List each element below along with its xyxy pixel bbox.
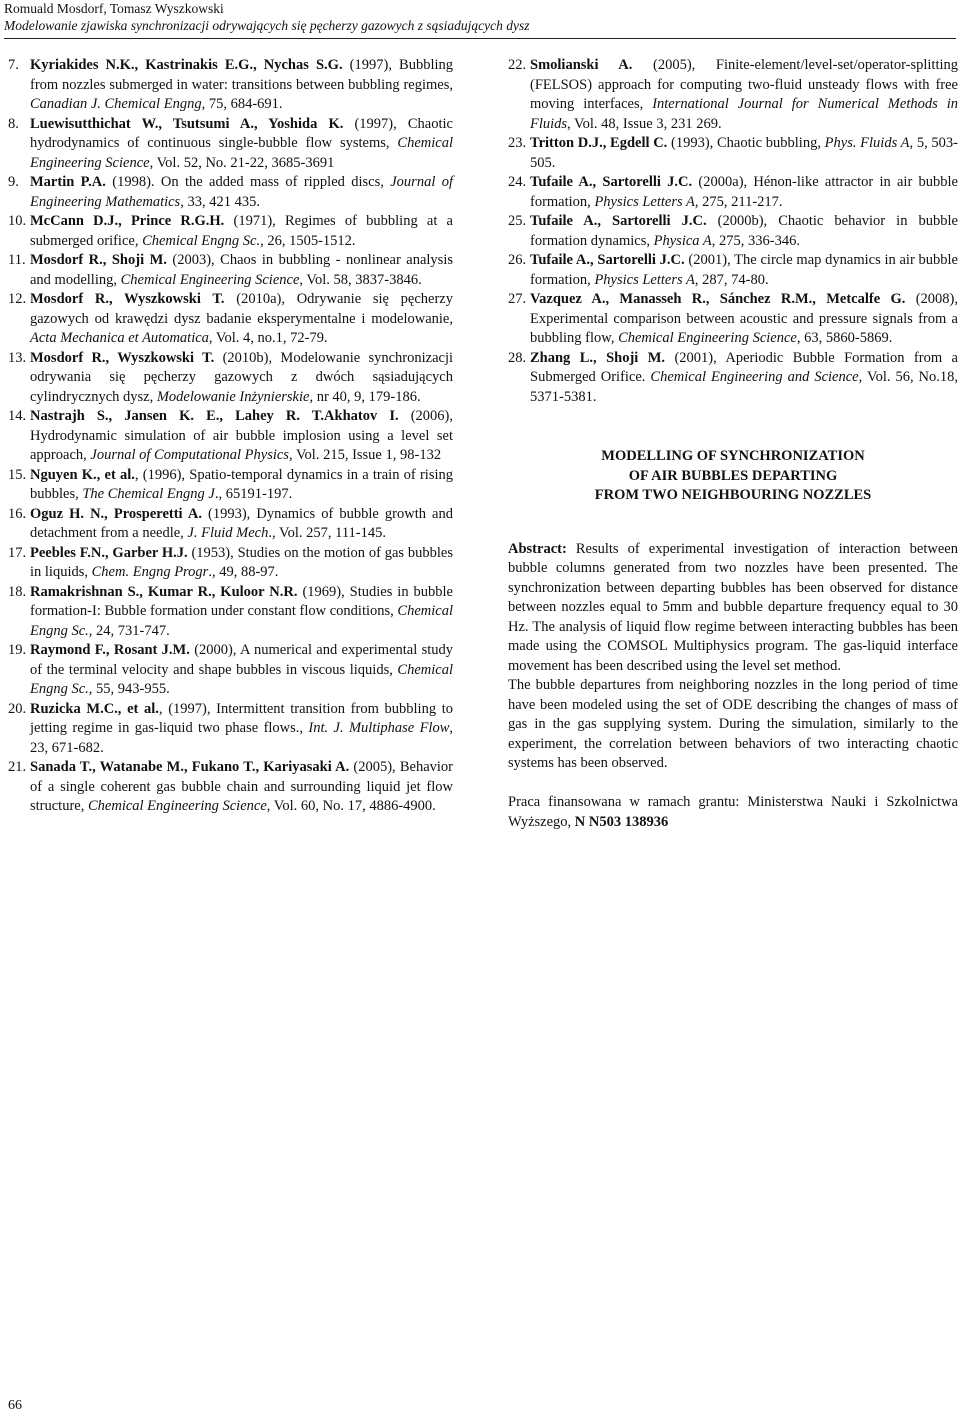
reference-detail: ., Vol. 257, 111-145. [268, 525, 386, 541]
reference-text [530, 251, 958, 290]
reference-detail: (2005), Finite-element/level-set/operator-splitting (FELSOS) approach for computing two-fluid unsteady flows with free moving interfaces, [530, 57, 958, 112]
reference-item [8, 758, 453, 817]
reference-detail: (1993), Dynamics of bubble growth and detachment from a needle, [30, 505, 453, 541]
reference-number: 18. [8, 583, 27, 600]
title-line: MODELLING OF SYNCHRONIZATION [601, 448, 865, 464]
reference-number: 28. [508, 349, 527, 366]
reference-authors: Luewisutthichat W., Tsutsumi A., Yoshida K. [30, 115, 344, 132]
reference-authors: Ruzicka M.C., et al. [30, 700, 159, 717]
reference-text [30, 349, 453, 408]
reference-journal: Canadian J. Chemical Engng [30, 96, 202, 112]
reference-number: 13. [8, 349, 27, 366]
reference-journal: Chemical Engineering Science [30, 135, 453, 171]
reference-text [30, 115, 453, 174]
english-title [508, 447, 958, 506]
reference-item [8, 251, 453, 290]
reference-journal: Physics Letters A [594, 193, 695, 210]
reference-journal: Int. J. Multiphase Flow [308, 720, 450, 736]
reference-text [30, 466, 453, 505]
reference-detail: , 24, 731-747. [88, 622, 170, 639]
reference-journal: The Chemical Engng J [82, 486, 215, 502]
reference-authors: Sanada T., Watanabe M., Fukano T., Kariyasaki A. [30, 759, 350, 775]
reference-number: 10. [8, 213, 27, 229]
running-header [4, 0, 704, 34]
reference-journal: Phys. Fluids A [824, 135, 910, 151]
reference-authors: Nastrajh S., Jansen K. E., Lahey R. T.Akhatov I. [30, 408, 399, 424]
reference-detail: (2010a), Odrywanie się pęcherzy gazowych od krawędzi dysz badanie eksperymentalne i modelowanie, [30, 291, 453, 327]
reference-text [30, 700, 453, 759]
reference-detail: (2005), Behavior of a single coherent gas bubble chain and surrounding liquid jet flow structure, [30, 759, 453, 814]
reference-number: 12. [8, 291, 27, 307]
reference-detail: (2001), The circle map dynamics in air bubble formation, [530, 252, 958, 288]
reference-detail: , 63, 5860-5869. [796, 330, 893, 346]
reference-journal: Chem. Engng Progr [91, 564, 209, 580]
reference-number: 14. [8, 408, 27, 424]
reference-item [508, 290, 958, 349]
reference-item [8, 56, 453, 115]
reference-detail: (1997), Bubbling from nozzles submerged in water: transitions between bubbling regimes, [30, 57, 454, 93]
reference-journal: Acta Mechanica et Automatica [30, 330, 209, 346]
header-rule [4, 38, 956, 39]
reference-detail: (2000b), Chaotic behavior in bubble formation dynamics, [530, 213, 958, 249]
reference-detail: , 75, 684-691. [201, 96, 283, 112]
reference-authors: Tufaile A., Sartorelli J.C. [530, 252, 685, 268]
reference-text [30, 641, 453, 700]
reference-number: 9. [8, 174, 19, 190]
reference-detail: , 26, 1505-1512. [260, 232, 356, 249]
reference-detail: , (1996), Spatio-temporal dynamics in a train of rising bubbles, [30, 466, 453, 502]
reference-authors: Kyriakides N.K., Kastrinakis E.G., Nychas S.G. [30, 57, 343, 73]
reference-detail: , 5, 503-505. [530, 135, 958, 171]
reference-number: 19. [8, 642, 27, 658]
reference-detail: , (1997), Intermittent transition from bubbling to jetting regime in gas-liquid two phase flows., [30, 700, 453, 736]
reference-detail: , 287, 74-80. [694, 271, 769, 288]
reference-number: 15. [8, 466, 27, 483]
reference-journal: Chemical Engng Sc. [30, 603, 453, 639]
reference-detail: , 33, 421 435. [180, 193, 260, 210]
reference-detail: (2000a), Hénon-like attractor in air bubble formation, [530, 174, 958, 210]
right-column [508, 56, 958, 832]
reference-detail: , nr 40, 9, 179-186. [309, 388, 421, 405]
reference-journal: Chemical Engineering Science [618, 330, 797, 346]
reference-detail: (2006), Hydrodynamic simulation of air bubble implosion using a level set approach, [30, 408, 453, 463]
reference-number: 22. [508, 57, 527, 73]
abstract-label: Abstract: [508, 540, 567, 557]
reference-item [508, 251, 958, 290]
reference-number: 23. [508, 135, 527, 151]
reference-item [8, 290, 453, 349]
reference-text [30, 583, 453, 642]
reference-journal: Modelowanie Inżynierskie [156, 388, 310, 405]
reference-detail: (2003), Chaos in bubbling - nonlinear analysis and modelling, [30, 252, 453, 288]
reference-detail: (2010b), Modelowanie synchronizacji odrywania się pęcherzy gazowych z dwóch sąsiadujących cylindrycznych dysz, [30, 349, 454, 405]
reference-number: 8. [8, 115, 19, 132]
reference-authors: Nguyen K., et al. [30, 466, 135, 483]
reference-number: 21. [8, 759, 27, 775]
reference-journal: Chemical Engineering Science [87, 798, 267, 814]
reference-authors: Smolianski A. [530, 57, 633, 73]
reference-text [30, 290, 453, 349]
reference-item [8, 115, 453, 174]
title-line: OF AIR BUBBLES DEPARTING [628, 467, 838, 484]
reference-detail: ., 49, 88-97. [208, 564, 279, 580]
reference-detail: , Vol. 58, 3837-3846. [299, 271, 422, 288]
reference-number: 27. [508, 291, 527, 307]
reference-authors: Mosdorf R., Shoji M. [30, 252, 167, 268]
reference-detail: , 23, 671-682. [30, 720, 454, 756]
reference-item [8, 641, 453, 700]
grant-text: Praca finansowana w ramach grantu: Ministerstwa Nauki i Szkolnictwa Wyższego, [508, 794, 958, 830]
grant-number: N N503 138936 [574, 813, 669, 830]
reference-detail: (1993), Chaotic bubbling, [667, 135, 825, 151]
grant-note [508, 793, 958, 832]
reference-detail: (2008), Experimental comparison between acoustic and pressure signals from a bubbling flow, [530, 291, 958, 346]
reference-detail: , 275, 336-346. [711, 232, 800, 249]
title-line: FROM TWO NEIGHBOURING NOZZLES [594, 487, 872, 503]
reference-text [30, 56, 453, 115]
reference-item [8, 544, 453, 583]
reference-detail: , Vol. 56, No.18, 5371-5381. [530, 369, 959, 405]
reference-text [30, 758, 453, 817]
reference-text [530, 134, 958, 173]
reference-authors: Zhang L., Shoji M. [530, 349, 666, 366]
reference-detail: ., 65191-197. [214, 486, 293, 502]
reference-number: 17. [8, 544, 27, 561]
reference-journal: Chemical Engineering and Science [650, 369, 859, 385]
reference-item [8, 407, 453, 466]
reference-text [30, 505, 453, 544]
reference-authors: Ramakrishnan S., Kumar R., Kuloor N.R. [30, 583, 298, 600]
reference-item [8, 349, 453, 408]
reference-authors: Vazquez A., Manasseh R., Sánchez R.M., Metcalfe G. [530, 291, 906, 307]
reference-detail: (1969), Studies in bubble formation-I: Bubble formation under constant flow conditions, [30, 583, 453, 619]
header-authors: Romuald Mosdorf, Tomasz Wyszkowski [4, 1, 224, 16]
reference-number: 24. [508, 174, 527, 190]
reference-journal: Physica A [653, 232, 712, 249]
reference-authors: Oguz H. N., Prosperetti A. [30, 505, 202, 522]
reference-item [8, 583, 453, 642]
reference-authors: Martin P.A. [30, 174, 106, 190]
reference-item [508, 173, 958, 212]
reference-text [30, 544, 453, 583]
reference-authors: Raymond F., Rosant J.M. [30, 642, 190, 658]
reference-journal: Journal of Computational Physics [90, 447, 289, 463]
reference-journal: Chemical Engng Sc. [30, 661, 453, 697]
reference-journal: Chemical Engng Sc. [142, 232, 261, 249]
reference-journal: International Journal for Numerical Methods in Fluids [530, 96, 958, 132]
reference-journal: Chemical Engineering Science [120, 271, 300, 288]
reference-text [30, 407, 453, 466]
reference-detail: , Vol. 60, No. 17, 4886-4900. [266, 798, 436, 814]
reference-text [30, 212, 453, 251]
reference-detail: (1997), Chaotic hydrodynamics of continuous single-bubble flow systems, [30, 115, 453, 151]
reference-authors: Peebles F.N., Garber H.J. [30, 544, 188, 561]
reference-detail: , Vol. 215, Issue 1, 98-132 [288, 447, 442, 463]
reference-number: 7. [8, 57, 19, 73]
reference-authors: Tufaile A., Sartorelli J.C. [530, 213, 707, 229]
reference-authors: McCann D.J., Prince R.G.H. [30, 213, 225, 229]
reference-authors: Mosdorf R., Wyszkowski T. [30, 349, 215, 366]
reference-detail: , Vol. 4, no.1, 72-79. [208, 330, 328, 346]
reference-journal: Physics Letters A [594, 271, 695, 288]
reference-item [508, 56, 958, 134]
abstract-paragraph: The bubble departures from neighboring nozzles in the long period of time have been modeled using the set of ODE describing the changes of mass of gas in the gas supplying system. During the simulation, similarly to the experiment, the correlation between behaviors of two interacting chaotic systems has been observed. [508, 677, 958, 771]
reference-number: 11. [8, 252, 26, 268]
reference-text [30, 173, 453, 212]
reference-authors: Tritton D.J., Egdell C. [530, 135, 668, 151]
reference-detail: (2000), A numerical and experimental study of the terminal velocity and shape bubbles in viscous liquids, [30, 642, 453, 678]
page-number: 66 [8, 1398, 22, 1413]
reference-text [530, 56, 958, 134]
reference-number: 26. [508, 252, 527, 268]
reference-number: 20. [8, 700, 27, 717]
reference-item [8, 700, 453, 759]
reference-journal: Journal of Engineering Mathematics [30, 174, 453, 210]
reference-text [530, 212, 958, 251]
reference-item [8, 466, 453, 505]
reference-detail: (1998). On the added mass of rippled discs, [105, 174, 391, 190]
reference-number: 16. [8, 505, 27, 522]
abstract-text: Results of experimental investigation of interaction between bubble columns generated from two nozzles have been presented. The synchronization between departing bubbles has been observed for distance between nozzles equal to 5mm and bubble departure frequency equal to 30 Hz. The analysis of liquid flow regime between interacting bubbles has been made using the COMSOL Multiphysics program. The gas-liquid interface movement has been described using the level set method. [508, 540, 958, 674]
reference-text [530, 349, 958, 408]
reference-text [30, 251, 453, 290]
abstract [508, 540, 958, 774]
abstract-paragraph [508, 540, 958, 677]
references-right-column [508, 56, 958, 407]
header-subtitle: Modelowanie zjawiska synchronizacji odrywających się pęcherzy gazowych z sąsiadujących dysz [4, 18, 530, 33]
reference-text [530, 173, 958, 212]
reference-authors: Mosdorf R., Wyszkowski T. [30, 291, 225, 307]
reference-authors: Tufaile A., Sartorelli J.C. [530, 174, 693, 190]
reference-number: 25. [508, 213, 527, 229]
reference-item [508, 134, 958, 173]
reference-detail: (2001), Aperiodic Bubble Formation from a Submerged Orifice. [530, 349, 958, 385]
reference-item [8, 212, 453, 251]
reference-item [508, 349, 958, 408]
reference-detail: , 275, 211-217. [694, 193, 783, 210]
reference-detail: , 55, 943-955. [88, 681, 170, 697]
reference-item [508, 212, 958, 251]
reference-detail: (1953), Studies on the motion of gas bubbles in liquids, [30, 544, 453, 580]
reference-text [530, 290, 958, 349]
reference-detail: , Vol. 52, No. 21-22, 3685-3691 [149, 154, 335, 171]
reference-detail: (1971), Regimes of bubbling at a submerged orifice, [30, 213, 453, 249]
reference-item [8, 505, 453, 544]
reference-journal: J. Fluid Mech [187, 525, 269, 541]
references-left-column [8, 56, 453, 817]
reference-detail: , Vol. 48, Issue 3, 231 269. [567, 115, 722, 132]
reference-item [8, 173, 453, 212]
